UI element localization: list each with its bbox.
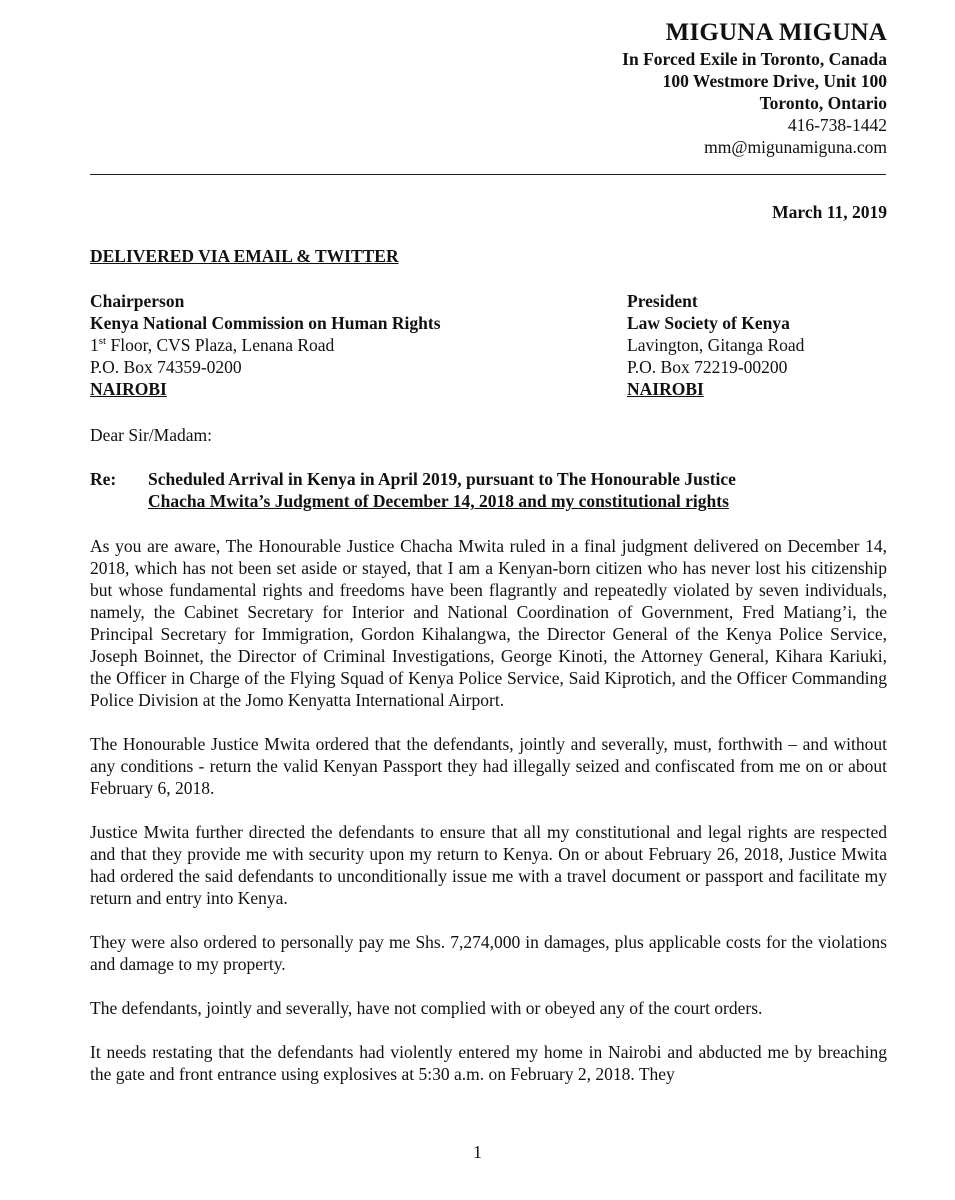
body-paragraph: The defendants, jointly and severally, have not complied with or obeyed any of the court orders.: [90, 998, 763, 1018]
subject-label: Re:: [90, 469, 117, 489]
letter-body: [90, 535, 887, 1107]
letterhead: [622, 18, 887, 158]
recipient-street: Lavington, Gitanga Road: [627, 335, 805, 355]
recipient-street: 1st Floor, CVS Plaza, Lenana Road: [90, 335, 335, 355]
subject-line-1: Scheduled Arrival in Kenya in April 2019, pursuant to The Honourable Justice: [148, 469, 736, 489]
sender-email: mm@migunamiguna.com: [704, 137, 887, 157]
page-number: 1: [473, 1142, 482, 1162]
recipient-title: President: [627, 291, 698, 311]
sender-city: Toronto, Ontario: [759, 93, 887, 113]
recipient-org: Law Society of Kenya: [627, 313, 790, 333]
sender-exile-line: In Forced Exile in Toronto, Canada: [622, 49, 887, 69]
sender-name: MIGUNA MIGUNA: [665, 19, 887, 46]
letter-date: March 11, 2019: [772, 202, 887, 222]
delivery-method: DELIVERED VIA EMAIL & TWITTER: [90, 246, 399, 266]
subject-text: [148, 468, 848, 512]
subject-line-2: Chacha Mwita’s Judgment of December 14, 2018 and my constitutional rights: [148, 491, 729, 511]
recipient-block-right: [627, 290, 804, 400]
recipient-city: NAIROBI: [627, 379, 704, 399]
sender-phone: 416-738-1442: [787, 115, 887, 135]
sender-street: 100 Westmore Drive, Unit 100: [662, 71, 887, 91]
recipient-box: P.O. Box 72219-00200: [627, 357, 788, 377]
recipient-city: NAIROBI: [90, 379, 167, 399]
recipient-box: P.O. Box 74359-0200: [90, 357, 242, 377]
body-paragraph: Justice Mwita further directed the defendants to ensure that all my constitutional and legal rights are respected and that they provide me with security upon my return to Kenya. On or about February 26, 2018, Justice Mwita had ordered the said defendants to unconditionally issue me with a travel document or passport and facilitate my return and entry into Kenya.: [90, 822, 887, 908]
body-paragraph: They were also ordered to personally pay me Shs. 7,274,000 in damages, plus applicable costs for the violations and damage to my property.: [90, 932, 887, 974]
recipient-block-left: [90, 290, 441, 400]
body-paragraph: It needs restating that the defendants had violently entered my home in Nairobi and abducted me by breaching the gate and front entrance using explosives at 5:30 a.m. on February 2, 2018. They: [90, 1042, 887, 1084]
header-divider: [90, 174, 886, 175]
body-paragraph: As you are aware, The Honourable Justice Chacha Mwita ruled in a final judgment delivered on December 14, 2018, which has not been set aside or stayed, that I am a Kenyan-born citizen who has never lost his citizenship but whose fundamental rights and freedoms have been flagrantly and repeatedly violated by seven individuals, namely, the Cabinet Secretary for Interior and National Coordination of Government, Fred Matiang’i, the Principal Secretary for Immigration, Gordon Kihalangwa, the Director General of the Kenya Police Service, Joseph Boinnet, the Director of Criminal Investigations, George Kinoti, the Attorney General, Kihara Kariuki, the Officer in Charge of the Flying Squad of Kenya Police Service, Said Kiprotich, and the Officer Commanding Police Division at the Jomo Kenyatta International Airport.: [90, 536, 887, 710]
salutation: Dear Sir/Madam:: [90, 425, 212, 445]
recipient-title: Chairperson: [90, 291, 185, 311]
recipient-org: Kenya National Commission on Human Rights: [90, 313, 441, 333]
body-paragraph: The Honourable Justice Mwita ordered that the defendants, jointly and severally, must, forthwith – and without any conditions - return the valid Kenyan Passport they had illegally seized and confiscated from me on or about February 6, 2018.: [90, 734, 887, 798]
